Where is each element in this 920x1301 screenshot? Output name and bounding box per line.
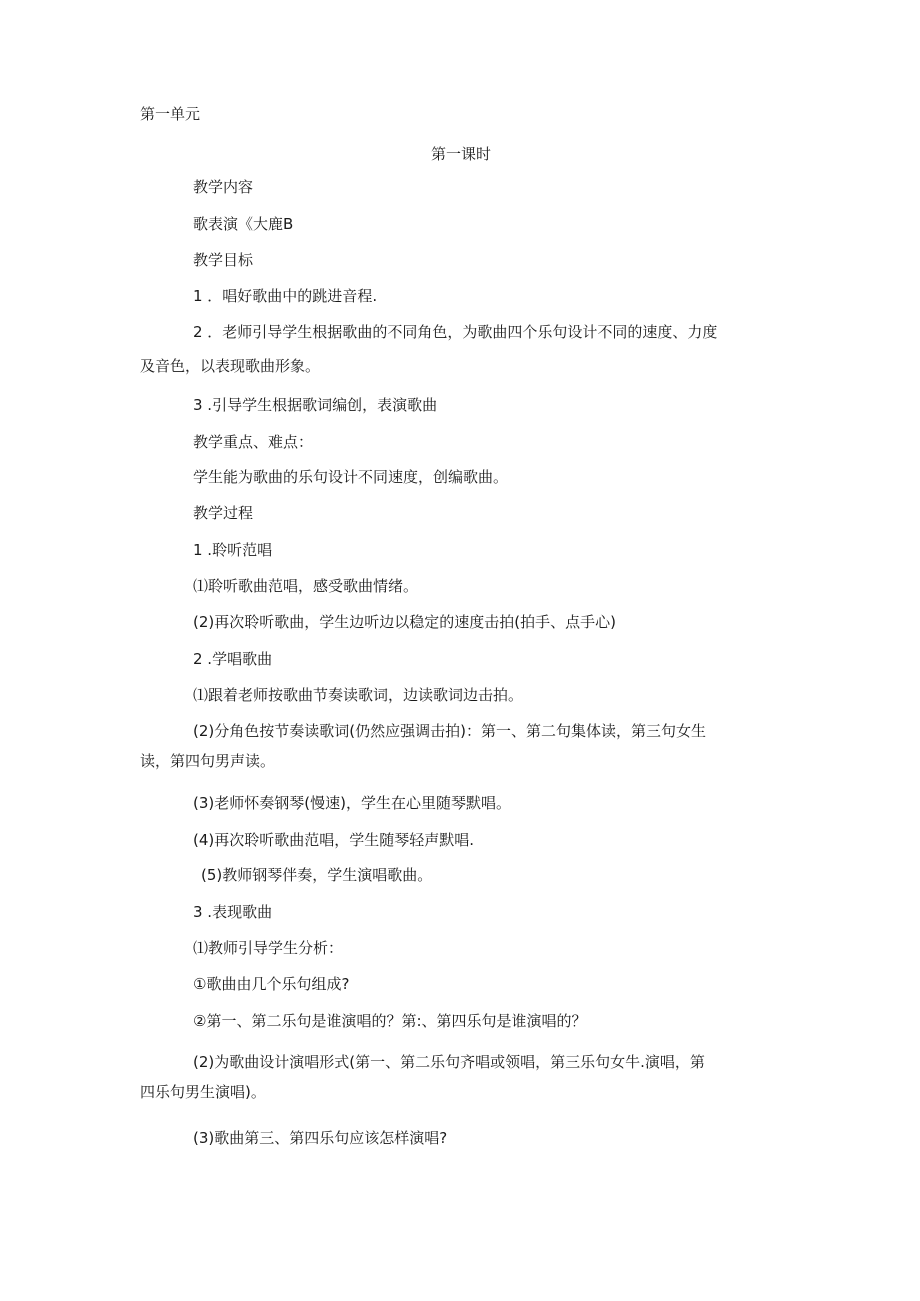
goal-item: 3 .引导学生根据歌词编创，表演歌曲 [193, 396, 438, 414]
keypoints-text: 学生能为歌曲的乐句设计不同速度，创编歌曲。 [193, 468, 509, 486]
content-text: 歌表演《大鹿B [193, 215, 294, 233]
process-item: ⑴聆听歌曲范唱，感受歌曲情绪。 [193, 577, 419, 595]
process-step: 3 .表现歌曲 [193, 903, 273, 921]
process-item: (5)教师钢琴伴奏，学生演唱歌曲。 [201, 866, 433, 884]
process-item-continued: 四乐句男生演唱)。 [140, 1083, 266, 1101]
keypoints-heading: 教学重点、难点： [193, 433, 314, 451]
process-item: ⑴跟着老师按歌曲节奏读歌词，边读歌词边击拍。 [193, 686, 524, 704]
process-heading: 教学过程 [193, 504, 254, 522]
process-step: 1 .聆听范唱 [193, 541, 273, 559]
process-item: (3)老师怀奏钢琴(慢速)，学生在心里随琴默唱。 [193, 794, 511, 812]
content-heading: 教学内容 [193, 178, 254, 196]
process-item-continued: 读，第四句男声读。 [140, 752, 276, 770]
goal-item: 2 ．老师引导学生根据歌曲的不同角色，为歌曲四个乐句设计不同的速度、力度 [193, 323, 718, 341]
process-item: ⑴教师引导学生分析： [193, 939, 344, 957]
goal-item-continued: 及音色，以表现歌曲形象。 [140, 357, 321, 375]
process-subitem: ②第一、第二乐句是谁演唱的？第:、第四乐句是谁演唱的？ [193, 1012, 587, 1030]
lesson-title: 第一课时 [431, 145, 492, 163]
process-item: (3)歌曲第三、第四乐句应该怎样演唱? [193, 1129, 448, 1147]
goal-item: 1 ．唱好歌曲中的跳进音程. [193, 287, 378, 305]
goals-heading: 教学目标 [193, 251, 254, 269]
process-item: (4)再次聆听歌曲范唱，学生随琴轻声默唱. [193, 831, 475, 849]
process-item: (2)再次聆听歌曲，学生边听边以稳定的速度击拍(拍手、点手心) [193, 613, 616, 631]
process-item: (2)为歌曲设计演唱形式(第一、第二乐句齐唱或领唱，第三乐句女牛.演唱，第 [193, 1053, 705, 1071]
process-step: 2 .学唱歌曲 [193, 650, 273, 668]
unit-title: 第一单元 [140, 105, 201, 123]
process-item: (2)分角色按节奏读歌词(仍然应强调击拍)：第一、第二句集体读，第三句女生 [193, 722, 706, 740]
process-subitem: ①歌曲由几个乐句组成? [193, 975, 350, 993]
